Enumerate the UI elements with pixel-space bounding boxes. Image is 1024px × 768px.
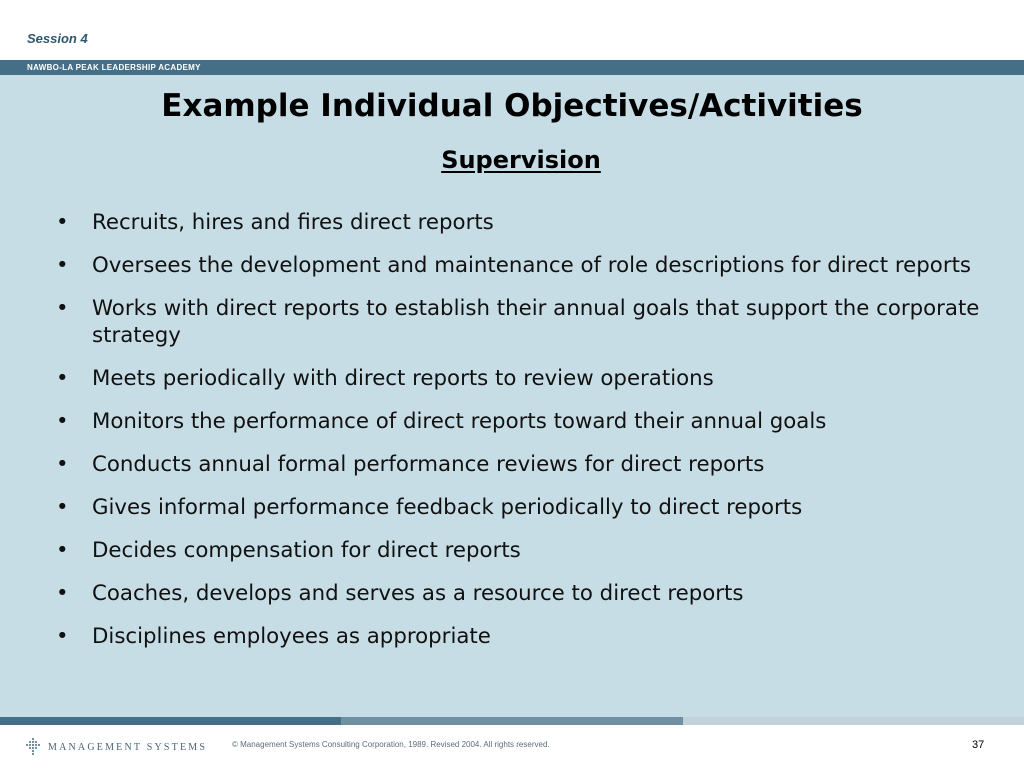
page-number: 37 [972,739,985,751]
bullet-item [56,494,996,521]
bullet-text: Disciplines employees as appropriate [92,624,491,649]
bullet-icon: • [56,624,69,649]
company-logo [24,738,207,756]
bullet-text: Decides compensation for direct reports [92,538,521,563]
divider-segment-light [683,717,1024,725]
bullet-text: Oversees the development and maintenance of role descriptions for direct reports [92,253,972,278]
bullet-item [56,451,996,478]
bullet-list [56,209,996,666]
organization-name: NAWBO-LA PEAK LEADERSHIP ACADEMY [27,63,201,72]
slide-footer [0,725,1024,768]
bullet-icon: • [56,452,69,477]
bullet-icon: • [56,495,69,520]
copyright-notice: © Management Systems Consulting Corporation, 1989. Revised 2004. All rights reserved. [232,740,550,749]
logo-text: MANAGEMENT SYSTEMS [48,741,208,753]
bullet-item [56,580,996,607]
slide-top-strip [0,0,1024,60]
bullet-icon: • [56,409,69,434]
bullet-text: Gives informal performance feedback periodically to direct reports [92,495,803,520]
slide-title: Example Individual Objectives/Activities [161,88,863,124]
bullet-icon: • [56,538,69,563]
bullet-icon: • [56,296,69,321]
bullet-item [56,365,996,392]
divider-segment-dark [0,717,341,725]
bullet-item [56,209,996,236]
slide-content [0,75,1024,717]
bullet-text: Works with direct reports to establish their annual goals that support the corporate strategy [92,296,980,348]
bullet-icon: • [56,210,69,235]
session-label: Session 4 [27,31,88,46]
organization-bar [0,60,1024,75]
bullet-item [56,408,996,435]
bullet-item [56,252,996,279]
bullet-icon: • [56,581,69,606]
management-systems-logo-icon [24,738,42,756]
bullet-icon: • [56,366,69,391]
bullet-text: Coaches, develops and serves as a resource to direct reports [92,581,744,606]
bullet-item [56,537,996,564]
divider-segment-medium [341,717,683,725]
bullet-item [56,295,996,349]
bullet-text: Recruits, hires and fires direct reports [92,210,494,235]
bullet-text: Meets periodically with direct reports to review operations [92,366,714,391]
bullet-item [56,623,996,650]
bullet-icon: • [56,253,69,278]
bullet-text: Monitors the performance of direct reports toward their annual goals [92,409,827,434]
slide-subtitle: Supervision [441,146,601,174]
bullet-text: Conducts annual formal performance reviews for direct reports [92,452,765,477]
footer-divider-bar [0,717,1024,725]
